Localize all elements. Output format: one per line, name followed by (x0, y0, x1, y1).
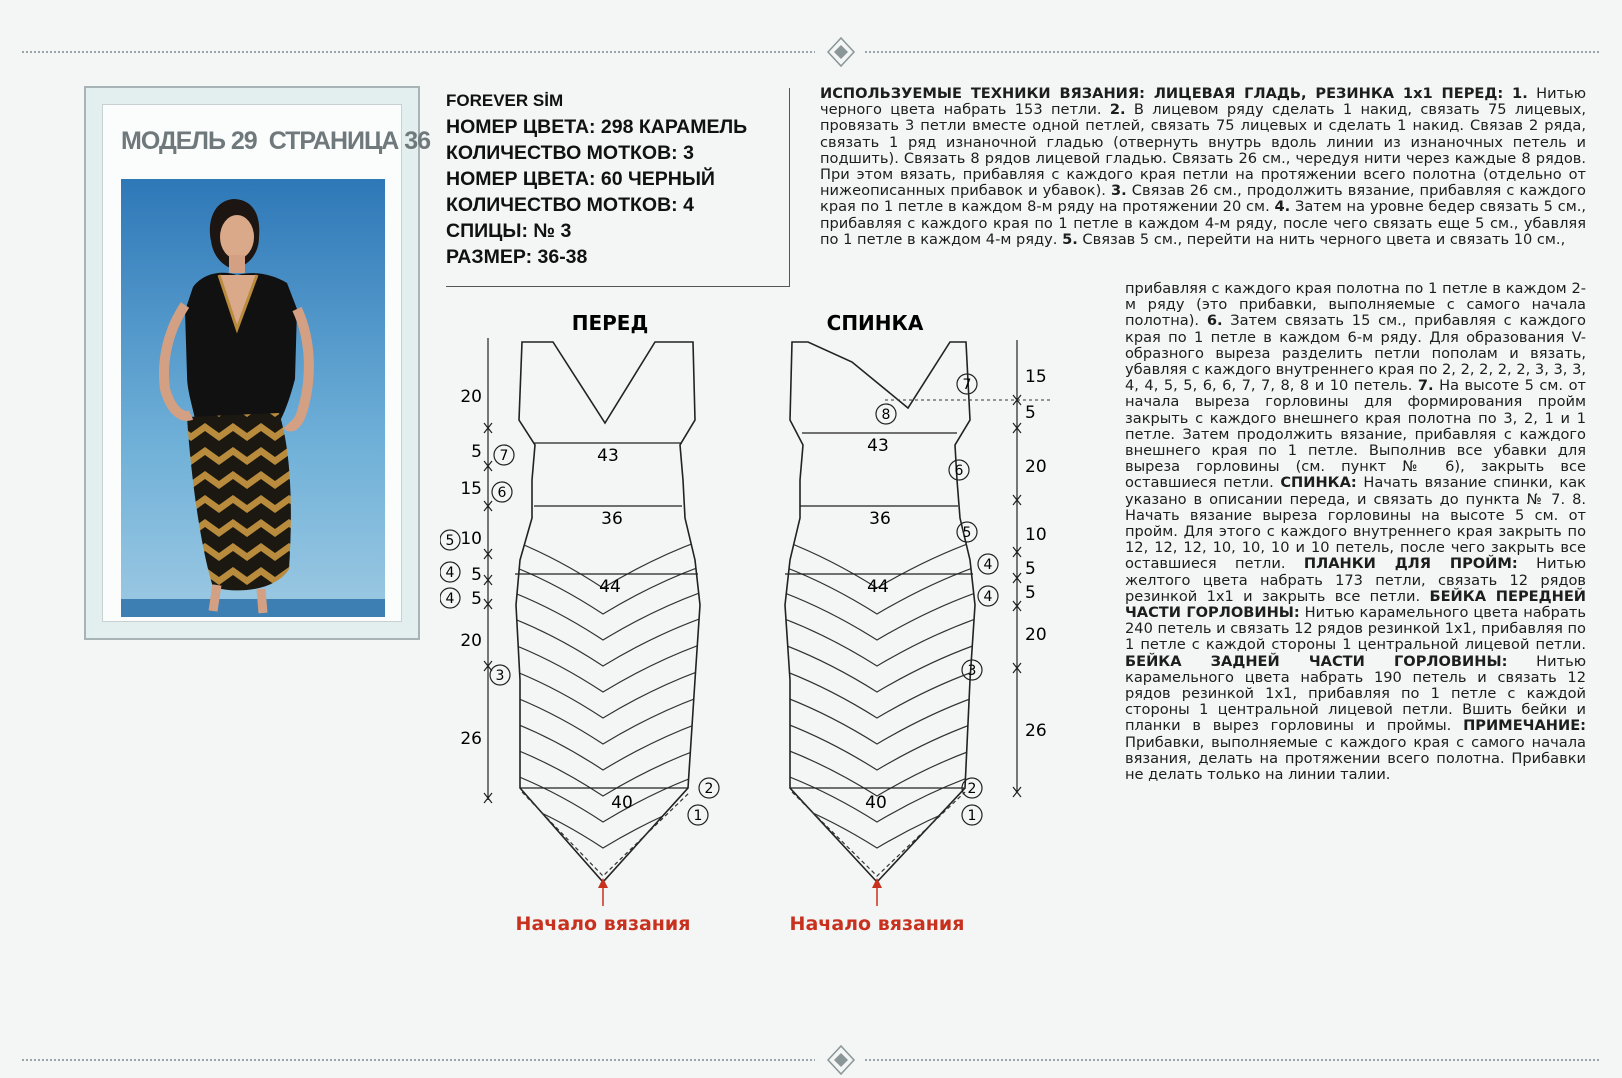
instruction-run: ИСПОЛЬЗУЕМЫЕ ТЕХНИКИ ВЯЗАНИЯ: ЛИЦЕВАЯ ГЛАДЬ, РЕЗИНКА 1x1 (820, 85, 1433, 102)
dimension-label: 15 (1025, 367, 1047, 387)
dimension-label: 20 (1025, 457, 1047, 477)
step-number: 4 (983, 557, 993, 573)
front-title: ПЕРЕД (571, 311, 649, 335)
step-number: 2 (967, 781, 977, 797)
dimension-label: 10 (1025, 525, 1047, 545)
back-bust-width: 43 (867, 436, 889, 456)
skeins-1: КОЛИЧЕСТВО МОТКОВ: 3 (446, 142, 694, 164)
color-1: НОМЕР ЦВЕТА: 298 КАРАМЕЛЬ (446, 116, 748, 138)
dimension-label: 5 (471, 589, 482, 609)
dimension-label: 26 (460, 729, 482, 749)
instruction-run: ПРИМЕЧАНИЕ: (1463, 717, 1586, 735)
back-hem-width: 40 (865, 793, 887, 813)
stripe-line (512, 774, 702, 822)
pattern-diagram (440, 310, 1100, 970)
front-waist-width: 36 (601, 509, 623, 529)
stripe-line (512, 748, 702, 796)
step-number: 6 (497, 485, 507, 501)
color-2: НОМЕР ЦВЕТА: 60 ЧЕРНЫЙ (446, 168, 715, 190)
yarn-specs (446, 88, 790, 287)
step-number: 2 (704, 781, 714, 797)
page-number: СТРАНИЦА 36 (268, 127, 431, 155)
model-number: МОДЕЛЬ 29 (121, 127, 257, 155)
back-start-marker (790, 878, 965, 935)
instruction-run: 5. (1062, 230, 1078, 248)
step-number: 7 (499, 448, 509, 464)
front-bust-width: 43 (597, 446, 619, 466)
stripe-line (782, 696, 978, 744)
front-hip-width: 44 (599, 577, 621, 597)
top-divider (0, 47, 1622, 57)
stripe-line (512, 722, 702, 770)
dimension-label: 5 (471, 442, 482, 462)
model-card-title (115, 127, 431, 156)
dimension-label: 26 (1025, 721, 1047, 741)
yarn-brand: FOREVER SİM (446, 91, 564, 110)
instruction-run: прибавляя с каждого края полотна по 1 петле в каждом 2-м ряду (это прибавки, выполняемые с самого начала полотна). (1125, 280, 1586, 330)
step-number: 3 (495, 668, 505, 684)
instruction-run: 4. (1274, 198, 1291, 216)
stripe-line (782, 722, 978, 770)
front-start-label: Начало вязания (515, 913, 691, 935)
instruction-run: В лицевом ряду сделать 1 накид, связать 75 лицевых, провязать 3 петли вместе одной петлей, связать 75 лицевых и сделать 1 накид. Связав 2 ряда, связать 1 ряд изнаночной гладью (отвернуть внутрь вдоль линии из изнаночных петель и подшить). Связать 8 рядов лицевой гладью. Связать 26 см., чередуя нити через каждые 8 рядов. При этом вязать, прибавляя с каждого края петли на протяжении всего полотна (отдельно от нижеописанных прибавок и убавок). (820, 101, 1587, 200)
divider-ornament-icon (824, 36, 858, 68)
instruction-run: ПЛАНКИ ДЛЯ ПРОЙМ: (1303, 555, 1518, 573)
dimension-label: 5 (1025, 583, 1036, 603)
step-number: 3 (967, 663, 977, 679)
instructions-right (1125, 281, 1586, 783)
back-start-label: Начало вязания (789, 913, 965, 935)
needles: СПИЦЫ: № 3 (446, 220, 572, 242)
instruction-run: ПЕРЕД: 1. (1432, 85, 1528, 102)
step-number: 6 (954, 463, 964, 479)
instruction-run: Нитью черного цвета набрать 153 петли. (820, 85, 1587, 119)
instruction-run: 3. (1111, 182, 1127, 200)
size: РАЗМЕР: 36-38 (446, 246, 588, 268)
instruction-run: БЕЙКА ЗАДНЕЙ ЧАСТИ ГОРЛОВИНЫ: (1125, 652, 1508, 670)
stripe-line (512, 800, 702, 848)
instruction-run: Нитью карамельного цвета набрать 240 петель и связать 12 рядов резинкой 1x1, прибавляя по 1 петле с каждой стороны 1 центральной лицевой петли. (1125, 604, 1586, 654)
back-hip-width: 44 (867, 577, 889, 597)
instruction-run: 6. (1206, 312, 1223, 330)
step-number: 7 (962, 377, 972, 393)
dimension-label: 15 (460, 479, 482, 499)
dimension-label: 20 (460, 387, 482, 407)
stripe-line (782, 644, 978, 692)
instruction-run: 2. (1109, 101, 1126, 119)
skeins-2: КОЛИЧЕСТВО МОТКОВ: 4 (446, 194, 694, 216)
instruction-run: 7. (1417, 377, 1434, 395)
dimension-label: 5 (1025, 559, 1036, 579)
back-title: СПИНКА (826, 311, 924, 335)
instruction-run: СПИНКА: (1280, 474, 1357, 492)
model-photo-card (84, 86, 431, 640)
dimension-label: 20 (1025, 625, 1047, 645)
dimension-label: 20 (460, 631, 482, 651)
instruction-run: Нитью желтого цвета набрать 173 петли, связать 12 рядов резинкой 1x1 и закрыть все петли. (1125, 555, 1586, 605)
back-waist-width: 36 (869, 509, 891, 529)
instructions-top (820, 86, 1586, 248)
step-number: 1 (967, 808, 977, 824)
bottom-divider (0, 1055, 1622, 1065)
step-number: 5 (962, 525, 972, 541)
instruction-run: Затем связать 15 см., прибавляя с каждого края по 1 петле в каждом 6-м ряду. Для образования V-образного выреза разделить петли пополам и вязать, убавляя с каждого внутреннего края по 2, 2, 2, 2, 2, 3, 3, 3, 4, 4, 5, 5, 6, 6, 7, 7, 8, 8 и 10 петель. (1125, 312, 1586, 395)
instruction-run: Связав 26 см., продолжить вязание, прибавляя с каждого края по 1 петле в каждом 8-м ряду на протяжении 20 см. (820, 182, 1586, 216)
step-number: 8 (881, 407, 891, 423)
stripe-line (782, 748, 978, 796)
step-markers (440, 374, 998, 825)
instruction-run: Нитью карамельного цвета набрать 190 петель и связать 12 рядов резинкой 1x1, прибавляя по 1 петле с каждой стороны 1 центральной лицевой петли. Вшить бейки и планки в вырез горловины и проймы. (1125, 652, 1587, 735)
instruction-run: Начать вязание спинки, как указано в описании переда, и связать до пункта № 7. 8. Начать вязание выреза горловины на высоте 5 см. от пройм. Для этого с каждого внутреннего края закрыть по 12, 12, 12, 10, 10, 10 и 10 петель, после чего закрыть все оставшиеся петли. (1125, 474, 1586, 573)
step-number: 4 (445, 565, 455, 581)
stripe-line (782, 670, 978, 718)
model-photo (121, 179, 385, 617)
stripe-line (512, 592, 702, 640)
stripe-line (512, 644, 702, 692)
instruction-run: БЕЙКА ПЕРЕДНЕЙ ЧАСТИ ГОРЛОВИНЫ: (1125, 587, 1587, 622)
front-outline (516, 342, 700, 882)
stripe-line (782, 618, 978, 666)
stripe-line (512, 618, 702, 666)
stripe-line (512, 670, 702, 718)
dimension-label: 5 (471, 565, 482, 585)
instruction-run: Затем на уровне бедер связать 5 см., прибавляя с каждого края по 1 петле в каждом 4-м ряду, после чего связать еще 5 см., убавляя по 1 петле в каждом 4-м ряду. (820, 198, 1587, 248)
instruction-run: Связав 5 см., перейти на нить черного цвета и связать 10 см., (1077, 230, 1566, 248)
instruction-run: На высоте 5 см. от начала выреза горловины для формирования пройм закрыть с каждого внешнего края полотна по 3, 2, 1 и 1 петле. Затем продолжить вязание, прибавляя с каждого внешнего края по 1 петле. Выполнив все убавки для выреза горловины (см. пункт № 6), закрыть все оставшиеся петли. (1125, 377, 1586, 492)
step-number: 5 (445, 533, 455, 549)
step-number: 4 (445, 591, 455, 607)
front-start-marker (516, 878, 691, 935)
dimension-label: 10 (460, 529, 482, 549)
front-hem-width: 40 (611, 793, 633, 813)
bottom-ornament-icon (824, 1044, 858, 1076)
dimension-label: 5 (1025, 403, 1036, 423)
step-number: 1 (693, 808, 703, 824)
instruction-run: Прибавки, выполняемые с каждого края с самого начала вязания, делать на протяжении всего полотна. Прибавки не делать только на линии талии. (1125, 733, 1586, 784)
step-number: 4 (983, 589, 993, 605)
stripe-line (512, 696, 702, 744)
front-dimension-ticks (460, 387, 492, 803)
stripe-line (782, 592, 978, 640)
back-dimension-ticks (1013, 367, 1047, 797)
